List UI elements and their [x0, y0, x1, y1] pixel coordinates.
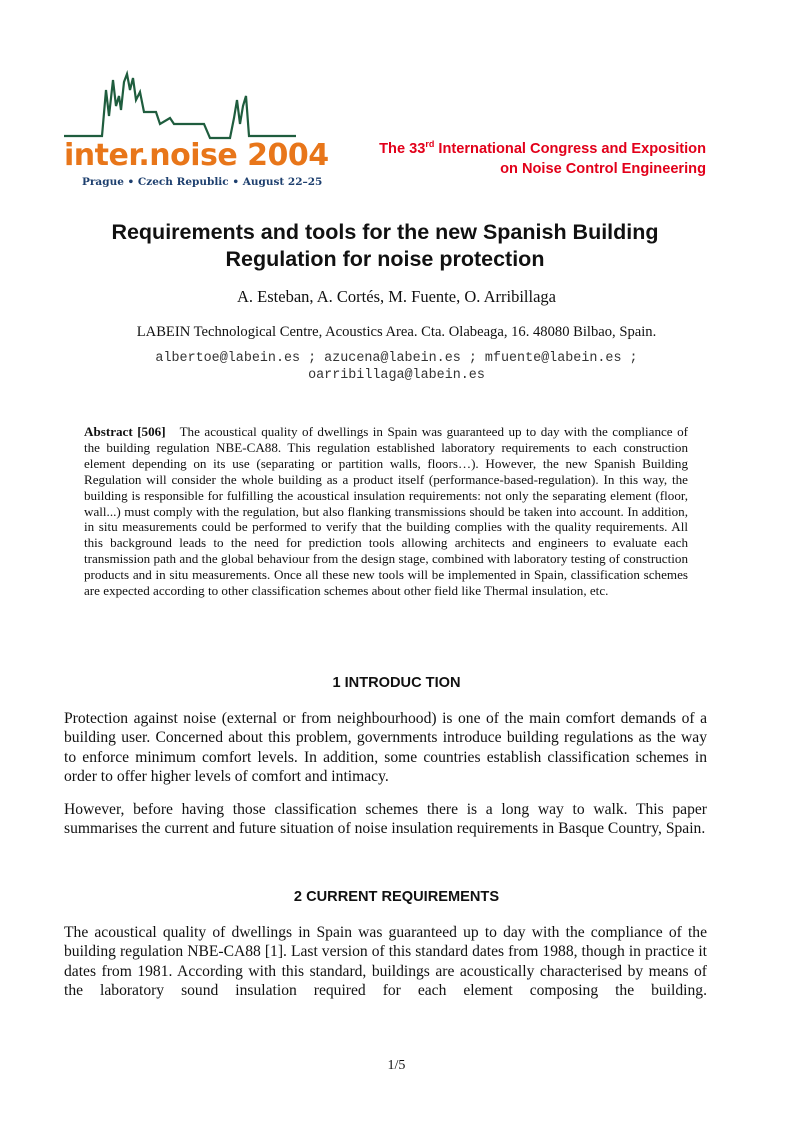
section-heading-introduction: 1 INTRODUC TION: [332, 675, 461, 691]
requirements-paragraph-1: The acoustical quality of dwellings in Spain was guaranteed up to day with the compliance of the building regulation NBE-CA88 [1]. Last version of this standard dates from 1988, though in practice it dates from 1981. According with this standard, buildings are acoustically characterised by means of the laboratory sound insulation required for each element composing the building.: [64, 924, 707, 999]
paper-title: Requirements and tools for the new Spanish Building Regulation for noise protection: [111, 220, 659, 271]
prague-skyline-logo-graphic: [64, 66, 296, 146]
author-affiliation: LABEIN Technological Centre, Acoustics Area. Cta. Olabeaga, 16. 48080 Bilbao, Spain.: [136, 324, 657, 340]
logo-wordmark: inter.noise 2004: [64, 138, 329, 173]
author-emails: albertoe@labein.es ; azucena@labein.es ; mfuente@labein.es ; oarribillaga@labein.es: [155, 351, 638, 383]
logo-subline: Prague • Czech Republic • August 22–25: [82, 176, 323, 188]
ordinal-superscript: rd: [425, 139, 435, 149]
conference-line-2: on Noise Control Engineering: [500, 161, 706, 177]
conference-header: [379, 139, 706, 179]
paper-authors: A. Esteban, A. Cortés, M. Fuente, O. Arribillaga: [237, 287, 556, 306]
abstract: [84, 424, 688, 599]
abstract-text: The acoustical quality of dwellings in Spain was guaranteed up to day with the compliance of the building regulation NBE-CA88. This regulation established laboratory requirements to each construction element depending on its use (separating or partition walls, floors…). However, the new Spanish Building Regulation will consider the whole building as a product itself (performance-based-regulation). In this way, the building is responsible for fulfilling the acoustical insulation requirements: not only the separating element (floor, wall...) must comply with the regulation, but also flanking transmissions should be taken into account. In addition, in situ measurements could be performed to verify that the building complies with the quality requirements. All this background leads to the need for prediction tools allowing architects and engineers to evaluate each transmission path and the global behaviour from the design stage, combined with laboratory testing of construction products and in situ measurements. Once all these new tools will be implemented in Spain, classification schemes are expected according to other classification schemes about other field like Thermal insulation, etc.: [84, 424, 688, 599]
conference-line-1: The 33rd International Congress and Exposition: [379, 139, 706, 157]
page-number: 1/5: [387, 1058, 406, 1073]
section-heading-current-requirements: 2 CURRENT REQUIREMENTS: [293, 889, 500, 905]
congress-logo: [64, 66, 329, 196]
intro-paragraph-2: However, before having those classification schemes there is a long way to walk. This paper summarises the current and future situation of noise insulation requirements in Basque Country, Spain.: [64, 801, 707, 838]
intro-paragraph-1: Protection against noise (external or from neighbourhood) is one of the main comfort demands of a building user. Concerned about this problem, governments introduce building regulations as the way to enforce minimum comfort levels. In addition, some countries establish classification schemes in order to offer higher levels of comfort and intimacy.: [64, 710, 707, 785]
abstract-label: Abstract [506]: [84, 424, 166, 439]
